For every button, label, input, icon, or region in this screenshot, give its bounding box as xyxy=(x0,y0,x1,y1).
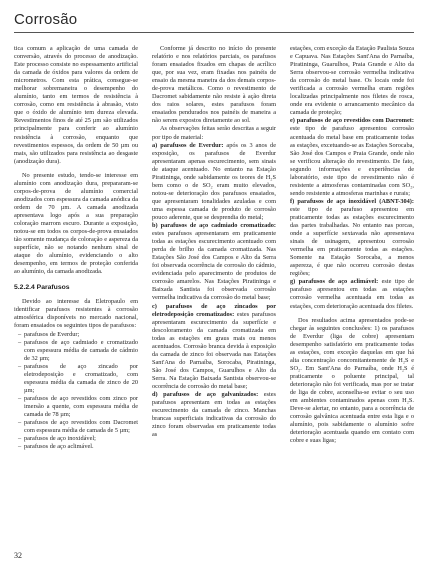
column-3 xyxy=(290,45,414,542)
item-label: b) parafusos de aço cadmiado cromatizado: xyxy=(152,222,276,230)
paragraph: estações, com exceção da Estação Paulista Souza e Capuava. Nas Estações Sant'Ana do Parnaíba, Piratininga, Guarulhos, Praia Grande e Alto da Serra observou-se corrosão vermelha indicativa da corrosão do metal base. Os locais onde foi verificada a corrosão vermelha eram regiões localizadas principalmente nos filetes de rosca, onde era evidente o arrancamento mecânico da camada de proteção; xyxy=(290,45,414,117)
column-1 xyxy=(14,45,138,542)
paragraph: tica comum a aplicação de uma camada de conversão, através do processo de anodização. Este processo consiste no espessamento artificial da camada de óxidos para valores da ordem de micrometros. Com esta prática, consegue-se melhorar sobremaneira o desempenho do alumínio, tanto em termos de resistência à corrosão, como em resistência à abrasão, visto que o óxido de alumínio tem dureza elevada. Revestimentos finos de até 25 µm são utilizados principalmente para conferir ao alumínio resistência à corrosão, enquanto que revestimentos espessos, da ordem de 50 µm ou mais, são utilizados para resistência ao desgaste (anodização dura). xyxy=(14,45,138,165)
item-label: f) parafusos de aço inoxidável (ABNT-304): xyxy=(290,197,414,205)
paragraph: d) parafusos de aço galvanizados: estes parafusos apresentam em todas as estações escurecimento da camada de zinco. Manchas brancas superficiais indicativas da corrosão do zinco foram observadas em praticamente todas as xyxy=(152,391,276,439)
item-label: d) parafusos de aço galvanizados: xyxy=(152,391,259,399)
list-item: – parafusos de aço revestidos com Dacromet com espessura média de camada de 5 µm; xyxy=(18,419,138,435)
text-columns xyxy=(14,45,414,542)
paragraph: c) parafusos de aço zincados por eletrodeposição cromatizados: estes parafusos apresentaram escurecimento da superfície e descoloramento da camada cromatizada em todas as estações em graus mais ou menos acentuados. Corrosão branca devida à exposição da camada de zinco foi observada nas Estações Sant'Ana do Parnaíba, Sorocaba, Piratininga, São José dos Campos, Guarulhos e Alto da Serra. Na Estação Baixada Santista observou-se ocorrência de corrosão do metal base; xyxy=(152,302,276,390)
item-label: c) parafusos de aço zincados por eletrodeposição cromatizados: xyxy=(152,302,276,318)
paragraph: Dos resultados acima apresentados pode-se chegar às seguintes conclusões: 1) os parafusos de Everdur (liga de cobre) apresentam desempenho satisfatório em praticamente todas as estações, com exceção daquelas em que há alta concentração concomitantemente de H₂S e SO₂. Em Sant'Ana do Parnaíba, onde H₂S é praticamente o poluente principal, tal deterioração não foi verificada, mas por se tratar de liga de cobre, aconselha-se evitar o seu uso em ambientes contaminados apenas com H₂S. Deve-se alertar, no entanto, para a ocorrência de corrosão galvânica acentuada entre esta liga e o alumínio, pois sabidamente o alumínio sofre deterioração acentuada quando em contato com cobre e suas ligas; xyxy=(290,316,414,445)
paragraph: a) parafusos de Everdur: após os 3 anos de exposição, os parafusos de Everdur apresentaram apenas escurecimento, sem sinais de ataque acentuado. No entanto na Estação Piratininga, onde sabidamente os teores de H₂S bem como o de SO₂ eram muito elevados, notou-se deterioração dos parafusos ensaiados, que apresentaram tonalidades azuladas e com uma espessa camada de produto de corrosão pouco aderente, que se desprendia do metal; xyxy=(152,141,276,221)
page-number: 32 xyxy=(14,551,22,560)
paragraph: g) parafusos de aço aclimável: este tipo de parafuso apresentou em todas as estações corrosão vermelha acentuada em todas as estações, com deterioração acentuada dos filetes. xyxy=(290,278,414,310)
paragraph: Conforme já descrito no início do presente relatório e nos relatórios parciais, os parafusos foram ensaiados fixados em chapas de acrílico que, por sua vez, eram fixadas nos painéis de ensaio da mesma maneira da dos demais corpos-de-prova metálicos. Como o revestimento de Dacromet sabidamente não resiste à ação direta dos raios solares, estes parafusos foram ensaiados pendurados nos painéis de maneira a não serem expostos diretamente ao sol. xyxy=(152,45,276,125)
header-rule xyxy=(14,32,414,33)
list-item: – parafusos de aço aclimável. xyxy=(18,443,94,451)
paragraph: No presente estudo, tendo-se interesse em alumínio com anodização dura, prepararam-se corpos-de-prova de alumínio comercial anodizados com espessura da camada anódica da ordem de 70 µm. A camada anodizada apresentava logo após a sua preparação coloração marrom escuro. Durante a exposição, notou-se em todos os corpos-de-prova ensaiados tão somente mudança de coloração e aspereza da superfície, não se notando nenhum sinal de ataque do alumínio, evidenciando o alto desempenho, em termos de proteção conferida ao alumínio, da camada anodizada. xyxy=(14,171,138,276)
list-item: – parafusos de aço revestidos com zinco por imersão a quente, com espessura média de camada de 78 µm; xyxy=(18,394,138,418)
item-label: e) parafusos de aço revestidos com Dacromet: xyxy=(290,117,414,125)
paragraph: Devido ao interesse da Eletropaulo em identificar parafusos resistentes à corrosão atmosférica disponíveis no mercado nacional, foram ensaiados os seguintes tipos de parafusos: xyxy=(14,298,138,330)
bolt-type-list xyxy=(14,331,138,452)
list-item: – parafusos de Everdur; xyxy=(18,330,80,338)
running-head: Corrosão xyxy=(14,11,78,28)
column-2 xyxy=(152,45,276,542)
paragraph: f) parafusos de aço inoxidável (ABNT-304): este tipo de parafuso apresentou em praticamente todas as estações escurecimento das partes trabalhadas. No entanto nas porcas, onde a superfície sextavada não apresentava sinais de usinagem, apresentou corrosão vermelha em praticamente todas as estações. Somente na Estação Sorocaba, a menos aspereza, é que não ocorreu corrosão destas regiões; xyxy=(290,197,414,278)
item-label: g) parafusos de aço aclimável: xyxy=(290,278,379,286)
paragraph: b) parafusos de aço cadmiado cromatizado: estes parafusos apresentaram em praticamente todas as estações escurecimento acentuado com perda de brilho da camada cromatizada. Nas Estações São José dos Campos e Alto da Serra foi observada ocorrência de corrosão do cádmio, evidenciada pelo aparecimento de produtos de corrosão amarelos. Nas Estações Piratininga e Baixada Santista foi observada corrosão vermelha indicativa da corrosão do metal base; xyxy=(152,222,276,302)
section-heading: 5.2.2.4 Parafusos xyxy=(14,284,70,292)
paragraph: e) parafusos de aço revestidos com Dacromet: este tipo de parafuso apresentou corrosão acentuada do metal base em praticamente todas as estações, excetuando-se as Estações Sorocaba, São José dos Campos e Praia Grande, onde não se verificou alteração do revestimento. De fato, segundo informações e experiências de laboratório, este tipo de revestimento não é resistente a atmosferas contaminadas com SO₂, sendo resistente a atmosferas marinhas e rurais; xyxy=(290,117,414,197)
item-label: a) parafusos de Everdur: xyxy=(152,141,224,149)
list-item: – parafusos de aço zincado por eletrodeposição e cromatizado, com espessura média da camada de zinco de 20 µm; xyxy=(18,362,138,394)
list-item: – parafusos de aço cadmiado e cromatizado com espessura média de camada de cádmio de 32 µm; xyxy=(18,338,138,362)
paragraph: As observações feitas serão descritas a seguir por tipo de material: xyxy=(152,125,276,141)
list-item: – parafusos de aço inoxidável; xyxy=(18,435,96,443)
